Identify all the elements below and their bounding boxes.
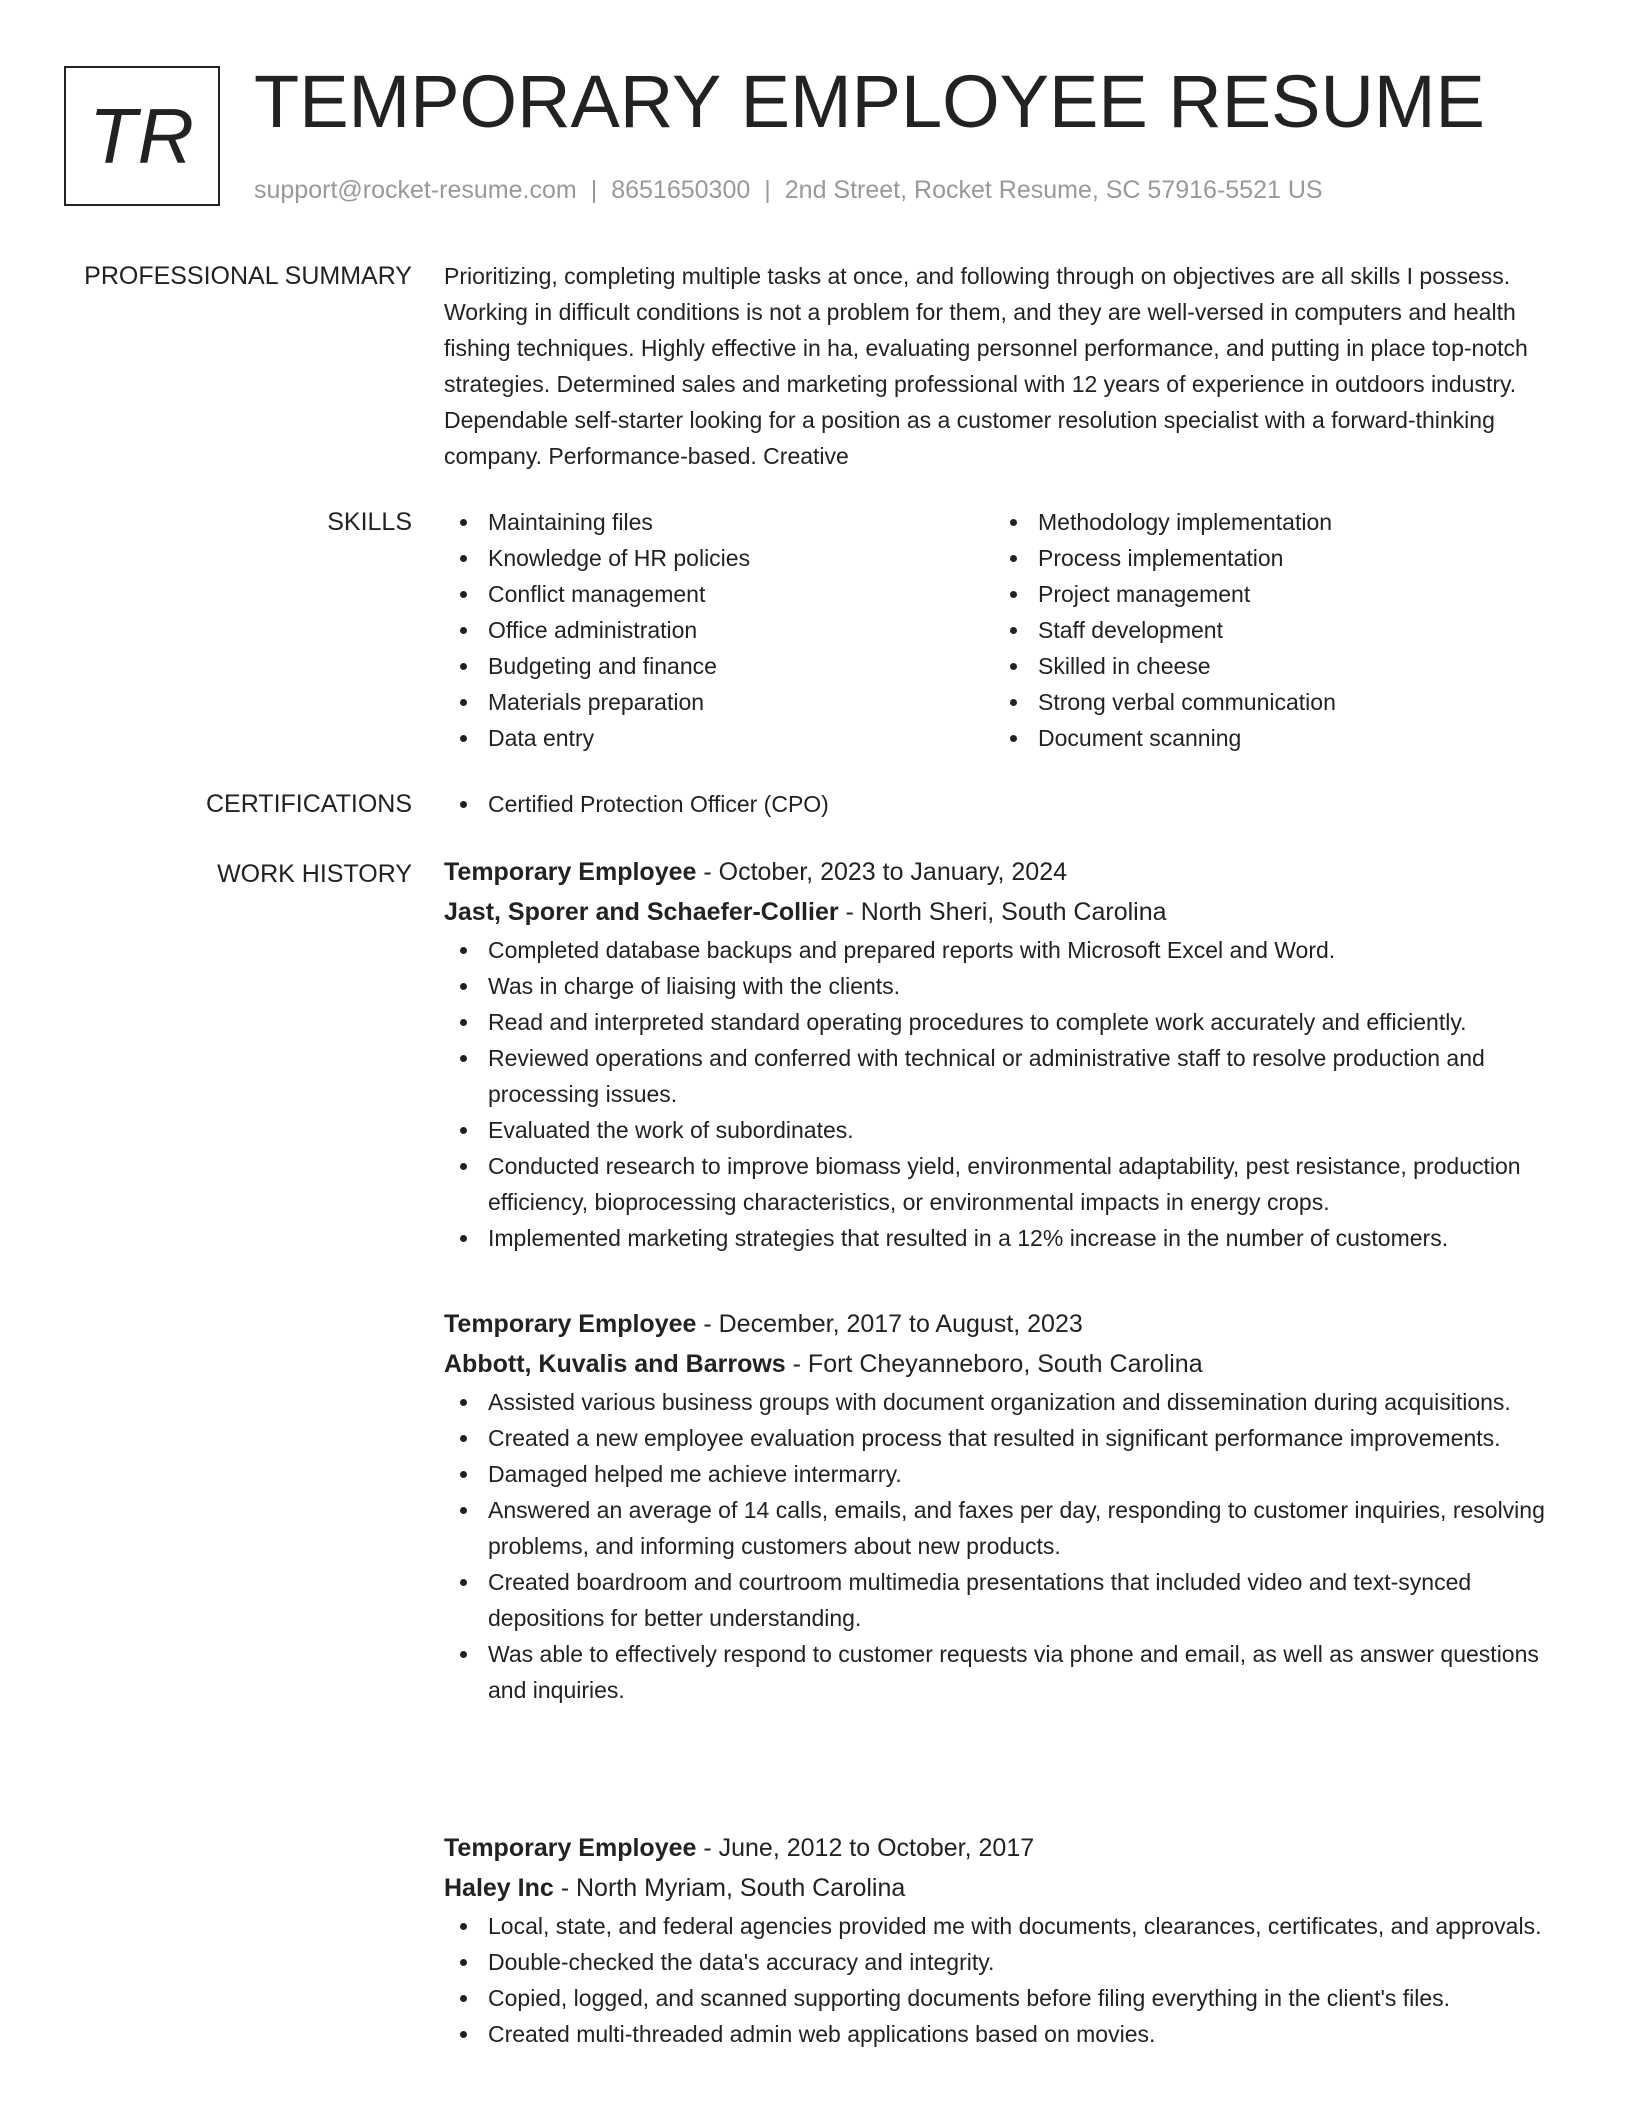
job-bullet: Was able to effectively respond to customer requests via phone and email, as well as answer questions and inquiries. [444, 1636, 1560, 1708]
job-dates: - June, 2012 to October, 2017 [696, 1834, 1035, 1862]
monogram-logo [64, 66, 220, 206]
resume-title: TEMPORARY EMPLOYEE RESUME [254, 60, 1485, 143]
job-bullet: Completed database backups and prepared reports with Microsoft Excel and Word. [444, 932, 1560, 968]
section-label-skills: SKILLS [327, 508, 412, 536]
summary-text: Prioritizing, completing multiple tasks at once, and following through on objectives are all skills I possess. Working in difficult conditions is not a problem for them, and they are well-versed in computers and health fishing techniques. Highly effective in ha, evaluating personnel performance, and putting in place top-notch strategies. Determined sales and marketing professional with 12 years of experience in outdoors industry. Dependable self-starter looking for a position as a customer resolution specialist with a forward-thinking company. Performance-based. Creative [444, 263, 1528, 469]
job-bullets [444, 932, 1560, 1256]
contact-email[interactable]: support@rocket-resume.com [254, 176, 577, 204]
job-bullet: Copied, logged, and scanned supporting documents before filing everything in the client's files. [444, 1980, 1560, 2016]
job-bullet: Damaged helped me achieve intermarry. [444, 1456, 1560, 1492]
contact-address: 2nd Street, Rocket Resume, SC 57916-5521 US [784, 176, 1323, 204]
job-bullet: Conducted research to improve biomass yield, environmental adaptability, pest resistance, production efficiency, bioprocessing characteristics, or environmental impacts in energy crops. [444, 1148, 1560, 1220]
job-bullets [444, 1908, 1560, 2052]
contact-phone[interactable]: 8651650300 [611, 176, 751, 204]
job-bullet: Assisted various business groups with document organization and dissemination during acquisitions. [444, 1384, 1560, 1420]
job-company-line [444, 892, 1560, 932]
skill-item: Project management [994, 576, 1534, 612]
job-location: - North Myriam, South Carolina [553, 1874, 906, 1902]
job-bullet: Implemented marketing strategies that resulted in a 12% increase in the number of customers. [444, 1220, 1560, 1256]
job-bullet: Answered an average of 14 calls, emails, and faxes per day, responding to customer inquiries, resolving problems, and informing customers about new products. [444, 1492, 1560, 1564]
job-entry [444, 1304, 1560, 1708]
skill-item: Materials preparation [444, 684, 984, 720]
skill-item: Methodology implementation [994, 504, 1534, 540]
job-company: Jast, Sporer and Schaefer-Collier [444, 898, 839, 926]
section-label-work-history: WORK HISTORY [217, 860, 412, 888]
contact-separator: | [764, 176, 771, 204]
skill-item: Data entry [444, 720, 984, 756]
skills-column-left [444, 504, 984, 756]
job-dates: - October, 2023 to January, 2024 [696, 858, 1068, 886]
skill-item: Document scanning [994, 720, 1534, 756]
monogram-initials: TR [89, 92, 195, 180]
job-bullet: Was in charge of liaising with the clients. [444, 968, 1560, 1004]
skill-item: Skilled in cheese [994, 648, 1534, 684]
skill-item: Process implementation [994, 540, 1534, 576]
job-title: Temporary Employee [444, 1310, 697, 1338]
section-label-summary: PROFESSIONAL SUMMARY [84, 262, 412, 290]
job-location: - North Sheri, South Carolina [838, 898, 1167, 926]
skill-item: Knowledge of HR policies [444, 540, 984, 576]
skill-item: Staff development [994, 612, 1534, 648]
job-title: Temporary Employee [444, 858, 697, 886]
job-bullet: Read and interpreted standard operating procedures to complete work accurately and efficiently. [444, 1004, 1560, 1040]
job-bullet: Local, state, and federal agencies provided me with documents, clearances, certificates, and approvals. [444, 1908, 1560, 1944]
job-company-line [444, 1344, 1560, 1384]
section-label-certifications: CERTIFICATIONS [205, 790, 412, 818]
summary-content [444, 258, 1560, 474]
job-bullet: Created boardroom and courtroom multimedia presentations that included video and text-synced depositions for better understanding. [444, 1564, 1560, 1636]
skill-item: Maintaining files [444, 504, 984, 540]
certification-item: Certified Protection Officer (CPO) [444, 786, 1560, 822]
job-entry [444, 852, 1560, 1256]
job-title-line [444, 1828, 1560, 1868]
job-title-line [444, 1304, 1560, 1344]
job-bullet: Reviewed operations and conferred with technical or administrative staff to resolve production and processing issues. [444, 1040, 1560, 1112]
job-company-line [444, 1868, 1560, 1908]
job-bullet: Evaluated the work of subordinates. [444, 1112, 1560, 1148]
contact-separator: | [590, 176, 598, 204]
job-entry [444, 1828, 1560, 2052]
skill-item: Conflict management [444, 576, 984, 612]
job-title: Temporary Employee [444, 1834, 697, 1862]
job-company: Abbott, Kuvalis and Barrows [444, 1350, 786, 1378]
certifications-list [444, 786, 1560, 822]
job-bullet: Created multi-threaded admin web applications based on movies. [444, 2016, 1560, 2052]
job-bullets [444, 1384, 1560, 1708]
job-bullet: Created a new employee evaluation process that resulted in significant performance improvements. [444, 1420, 1560, 1456]
certifications-content [444, 786, 1560, 822]
skill-item: Budgeting and finance [444, 648, 984, 684]
skill-item: Office administration [444, 612, 984, 648]
job-dates: - December, 2017 to August, 2023 [696, 1310, 1083, 1338]
job-title-line [444, 852, 1560, 892]
job-location: - Fort Cheyanneboro, South Carolina [785, 1350, 1203, 1378]
skills-content [444, 504, 1560, 756]
job-company: Haley Inc [444, 1874, 554, 1902]
contact-line [254, 174, 1323, 206]
skill-item: Strong verbal communication [994, 684, 1534, 720]
job-bullet: Double-checked the data's accuracy and integrity. [444, 1944, 1560, 1980]
skills-column-right [994, 504, 1534, 756]
